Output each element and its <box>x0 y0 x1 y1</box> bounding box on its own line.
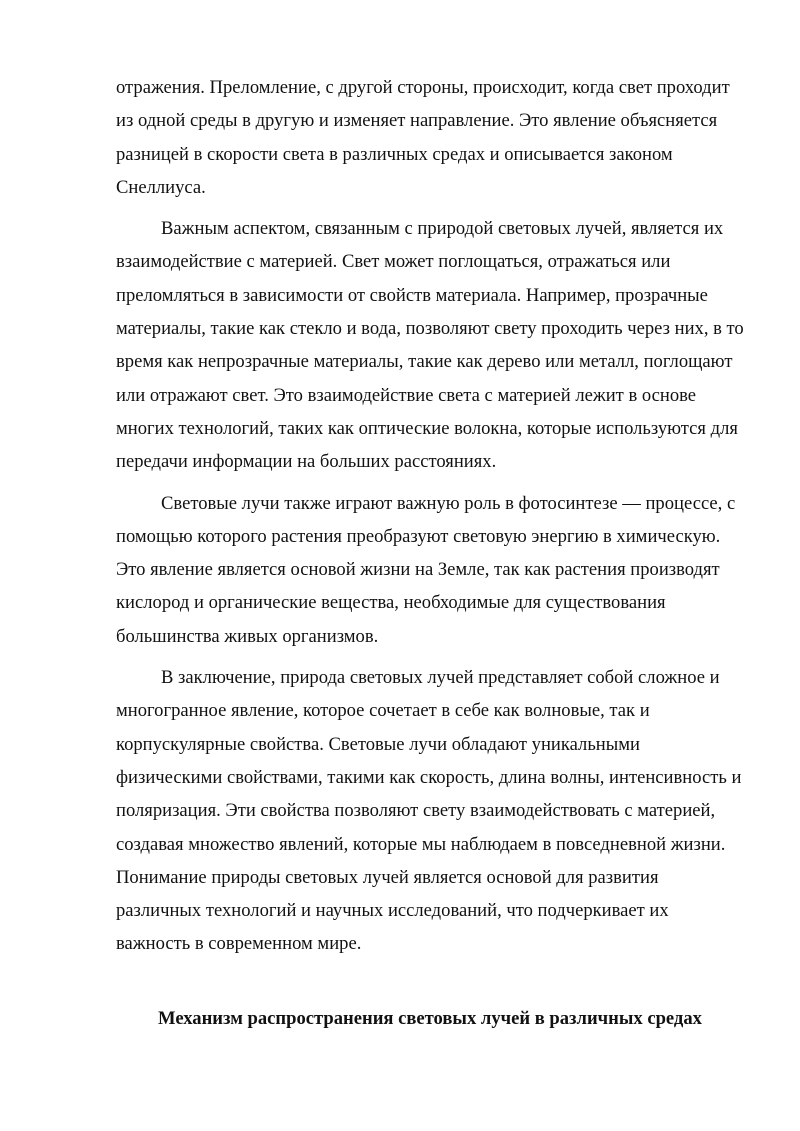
body-text <box>116 71 744 969</box>
paragraph-conclusion: В заключение, природа световых лучей представляет собой сложное и многогранное явление, которое сочетает в себе как волновые, так и корпускулярные свойства. Световые лучи обладают уникальными физическими свойствами, такими как скорость, длина волны, интенсивность и поляризация. Эти свойства позволяют свету взаимодействовать с материей, создавая множество явлений, которые мы наблюдаем в повседневной жизни. Понимание природы световых лучей является основой для развития различных технологий и научных исследований, что подчеркивает их важность в современном мире. <box>116 667 742 955</box>
paragraph-continuation: отражения. Преломление, с другой стороны, происходит, когда свет проходит из одной среды в другую и изменяет направление. Это явление объясняется разницей в скорости света в различных средах и описывается законом Снеллиуса. <box>116 77 730 198</box>
paragraph-light-matter-interaction: Важным аспектом, связанным с природой световых лучей, является их взаимодействие с материей. Свет может поглощаться, отражаться или преломляться в зависимости от свойств материала. Например, прозрачные материалы, такие как стекло и вода, позволяют свету проходить через них, в то время как непрозрачные материалы, такие как дерево или металл, поглощают или отражают свет. Это взаимодействие света с материей лежит в основе многих технологий, таких как оптические волокна, которые используются для передачи информации на больших расстояниях. <box>116 218 744 473</box>
section-heading: Механизм распространения световых лучей в различных средах <box>158 1008 702 1029</box>
paragraph-photosynthesis: Световые лучи также играют важную роль в фотосинтезе — процессе, с помощью которого растения преобразуют световую энергию в химическую. Это явление является основой жизни на Земле, так как растения производят кислород и органические вещества, необходимые для существования большинства живых организмов. <box>116 492 736 647</box>
